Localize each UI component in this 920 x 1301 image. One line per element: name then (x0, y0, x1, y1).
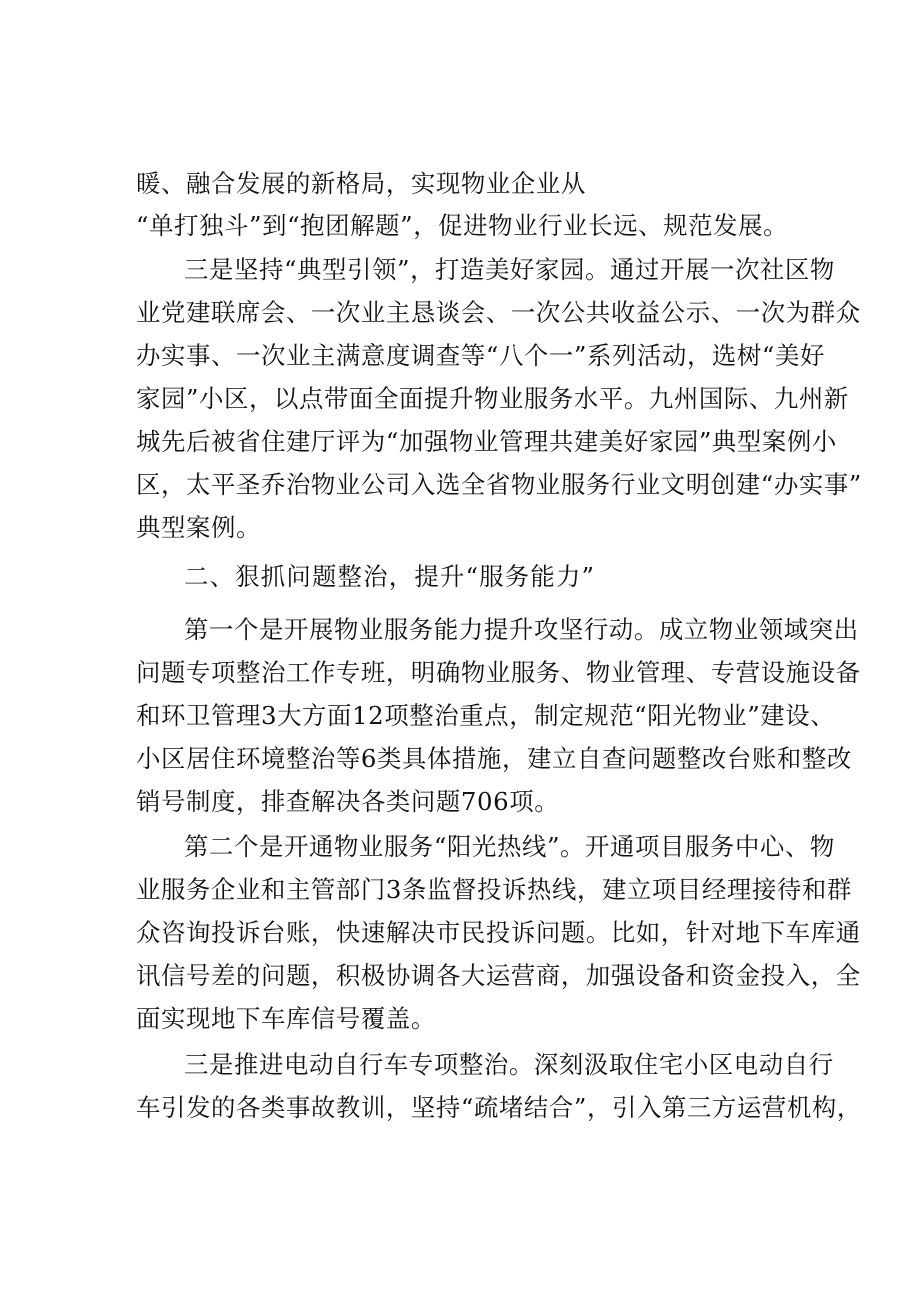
section-heading: 二、狠抓问题整治，提升“服务能力” (184, 562, 596, 591)
text-line: 暖、融合发展的新格局，实现物业企业从 (136, 169, 586, 198)
text-line: 和环卫管理3大方面12项整治重点，制定规范“阳光物业”建设、 (136, 701, 836, 730)
text-line: “单打独斗”到“抱团解题”，促进物业行业长远、规范发展。 (136, 211, 789, 240)
text-line: 家园”小区，以点带面全面提升物业服务水平。九州国际、九州新 (136, 384, 849, 413)
text-line: 车引发的各类事故教训，坚持“疏堵结合”，引入第三方运营机构， (136, 1093, 862, 1122)
text-line: 业服务企业和主管部门3条监督投诉热线，建立项目经理接待和群 (136, 875, 852, 904)
text-line: 问题专项整治工作专班，明确物业服务、物业管理、专营设施设备 (136, 658, 861, 687)
text-line: 众咨询投诉台账，快速解决市民投诉问题。比如，针对地下车库通 (136, 918, 861, 947)
text-line: 城先后被省住建厅评为“加强物业管理共建美好家园”典型案例小 (136, 427, 837, 456)
text-line: 第二个是开通物业服务“阳光热线”。开通项目服务中心、物 (184, 832, 835, 861)
text-line: 讯信号差的问题，积极协调各大运营商，加强设备和资金投入，全 (136, 961, 861, 990)
text-line: 办实事、一次业主满意度调查等“八个一”系列活动，选树“美好 (136, 341, 825, 370)
text-line: 第一个是开展物业服务能力提升攻坚行动。成立物业领域突出 (184, 615, 859, 644)
text-line: 三是坚持“典型引领”，打造美好家园。通过开展一次社区物 (184, 255, 835, 284)
text-line: 三是推进电动自行车专项整治。深刻汲取住宅小区电动自行 (184, 1050, 834, 1079)
text-line: 小区居住环境整治等6类具体措施，建立自查问题整改台账和整改 (136, 744, 852, 773)
text-line: 面实现地下车库信号覆盖。 (136, 1004, 436, 1033)
text-line: 业党建联席会、一次业主恳谈会、一次公共收益公示、一次为群众 (136, 298, 861, 327)
text-line: 销号制度，排查解决各类问题706项。 (136, 787, 560, 816)
text-line: 典型案例。 (136, 513, 261, 542)
text-line: 区，太平圣乔治物业公司入选全省物业服务行业文明创建“办实事” (136, 470, 862, 499)
